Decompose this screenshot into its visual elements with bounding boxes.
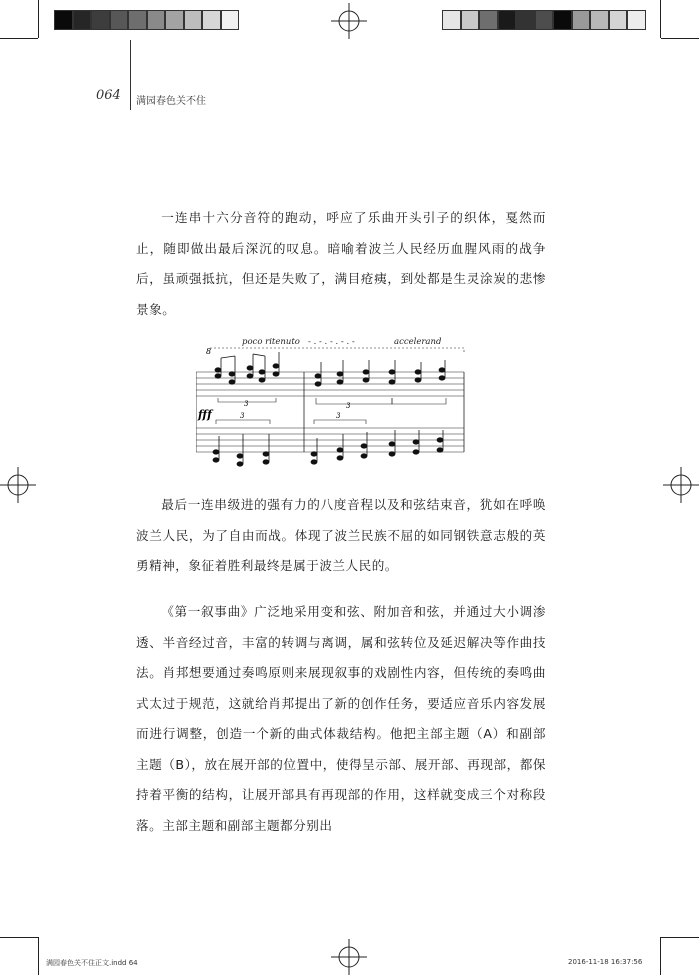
gray-swatch — [110, 10, 129, 30]
crop-mark-tl-h — [0, 38, 38, 39]
gray-swatch — [627, 10, 646, 30]
tuplet-3-treble-2: 3 — [346, 402, 351, 410]
crop-mark-br-v — [660, 937, 661, 975]
crop-mark-bl-v — [38, 937, 39, 975]
gray-swatch — [442, 10, 461, 30]
score-tempo-markings — [242, 337, 442, 347]
tempo-poco-ritenuto: poco ritenuto — [242, 337, 300, 347]
gray-swatch — [184, 10, 203, 30]
gray-swatch — [202, 10, 221, 30]
header-divider — [130, 40, 131, 110]
gray-swatch — [54, 10, 73, 30]
gray-swatch — [535, 10, 554, 30]
tuplet-3-treble-1: 3 — [244, 400, 249, 408]
tuplet-3-bass-1: 3 — [240, 412, 245, 420]
gray-swatch — [91, 10, 110, 30]
crop-mark-tr-h — [661, 38, 699, 39]
bass-notes — [213, 430, 443, 466]
gray-swatch — [553, 10, 572, 30]
gray-swatch — [609, 10, 628, 30]
gray-swatch — [498, 10, 517, 30]
crop-mark-bl-h — [0, 937, 38, 938]
gray-swatch — [73, 10, 92, 30]
gray-swatch — [461, 10, 480, 30]
registration-mark-top — [331, 3, 367, 39]
footer-timestamp: 2016-11-18 16:37:56 — [568, 958, 643, 966]
treble-notes — [215, 352, 445, 386]
gray-scale-strip-right — [442, 10, 646, 30]
bass-staff — [196, 428, 464, 452]
paragraph-2: 最后一连串级进的强有力的八度音程以及和弦结束音，犹如在呼唤波兰人民，为了自由而战。体现了波兰民族不屈的如同钢铁意志般的英勇精神，象征着胜利最终是属于波兰人民的。 — [136, 497, 546, 573]
paragraph-1: 一连串十六分音符的跑动，呼应了乐曲开头引子的织体，戛然而止，随即做出最后深沉的叹息。暗喻着波兰人民经历血腥风雨的战争后，虽顽强抵抗，但还是失败了，满目疮痍，到处都是生灵涂炭的悲惨景象。 — [136, 210, 546, 317]
gray-swatch — [128, 10, 147, 30]
gray-swatch — [516, 10, 535, 30]
registration-mark-right — [663, 467, 699, 503]
music-score — [196, 334, 476, 474]
registration-mark-left — [0, 467, 36, 503]
octave-mark: 8 — [206, 347, 212, 356]
gray-swatch — [590, 10, 609, 30]
treble-staff — [196, 372, 464, 396]
footer-file-name: 满园春色关不住正文.indd 64 — [46, 959, 138, 967]
crop-mark-br-h — [661, 937, 699, 938]
gray-swatch — [479, 10, 498, 30]
dynamic-fff: fff — [198, 408, 212, 421]
gray-swatch — [221, 10, 240, 30]
crop-mark-tl-v — [38, 0, 39, 38]
page-number: 064 — [96, 88, 121, 103]
tempo-accelerando: accelerand — [394, 337, 442, 347]
paragraph-3: 《第一叙事曲》广泛地采用变和弦、附加音和弦，并通过大小调渗透、半音经过音，丰富的转调与离调，属和弦转位及延迟解决等作曲技法。肖邦想要通过奏鸣原则来展现叙事的戏剧性内容，但传统的奏鸣曲式太过于规范，这就给肖邦提出了新的创作任务，要适应音乐内容发展而进行调整，创造一个新的曲式体裁结构。他把主部主题（A）和副部主题（B），放在展开部的位置中，使得呈示部、展开部、再现部，都保持着平衡的结构，让展开部具有再现部的作用，这样就变成三个对称段落。主部主题和副部主题都分别出 — [136, 604, 546, 833]
gray-swatch — [147, 10, 166, 30]
gray-swatch — [165, 10, 184, 30]
crop-mark-tr-v — [660, 0, 661, 38]
gray-scale-strip-left — [54, 10, 239, 30]
gray-swatch — [572, 10, 591, 30]
tuplet-3-bass-2: 3 — [336, 412, 341, 420]
tempo-dashes: - . - . - . - . - — [308, 337, 355, 347]
registration-mark-bottom — [331, 939, 367, 975]
running-title: 满园春色关不住 — [136, 96, 206, 107]
